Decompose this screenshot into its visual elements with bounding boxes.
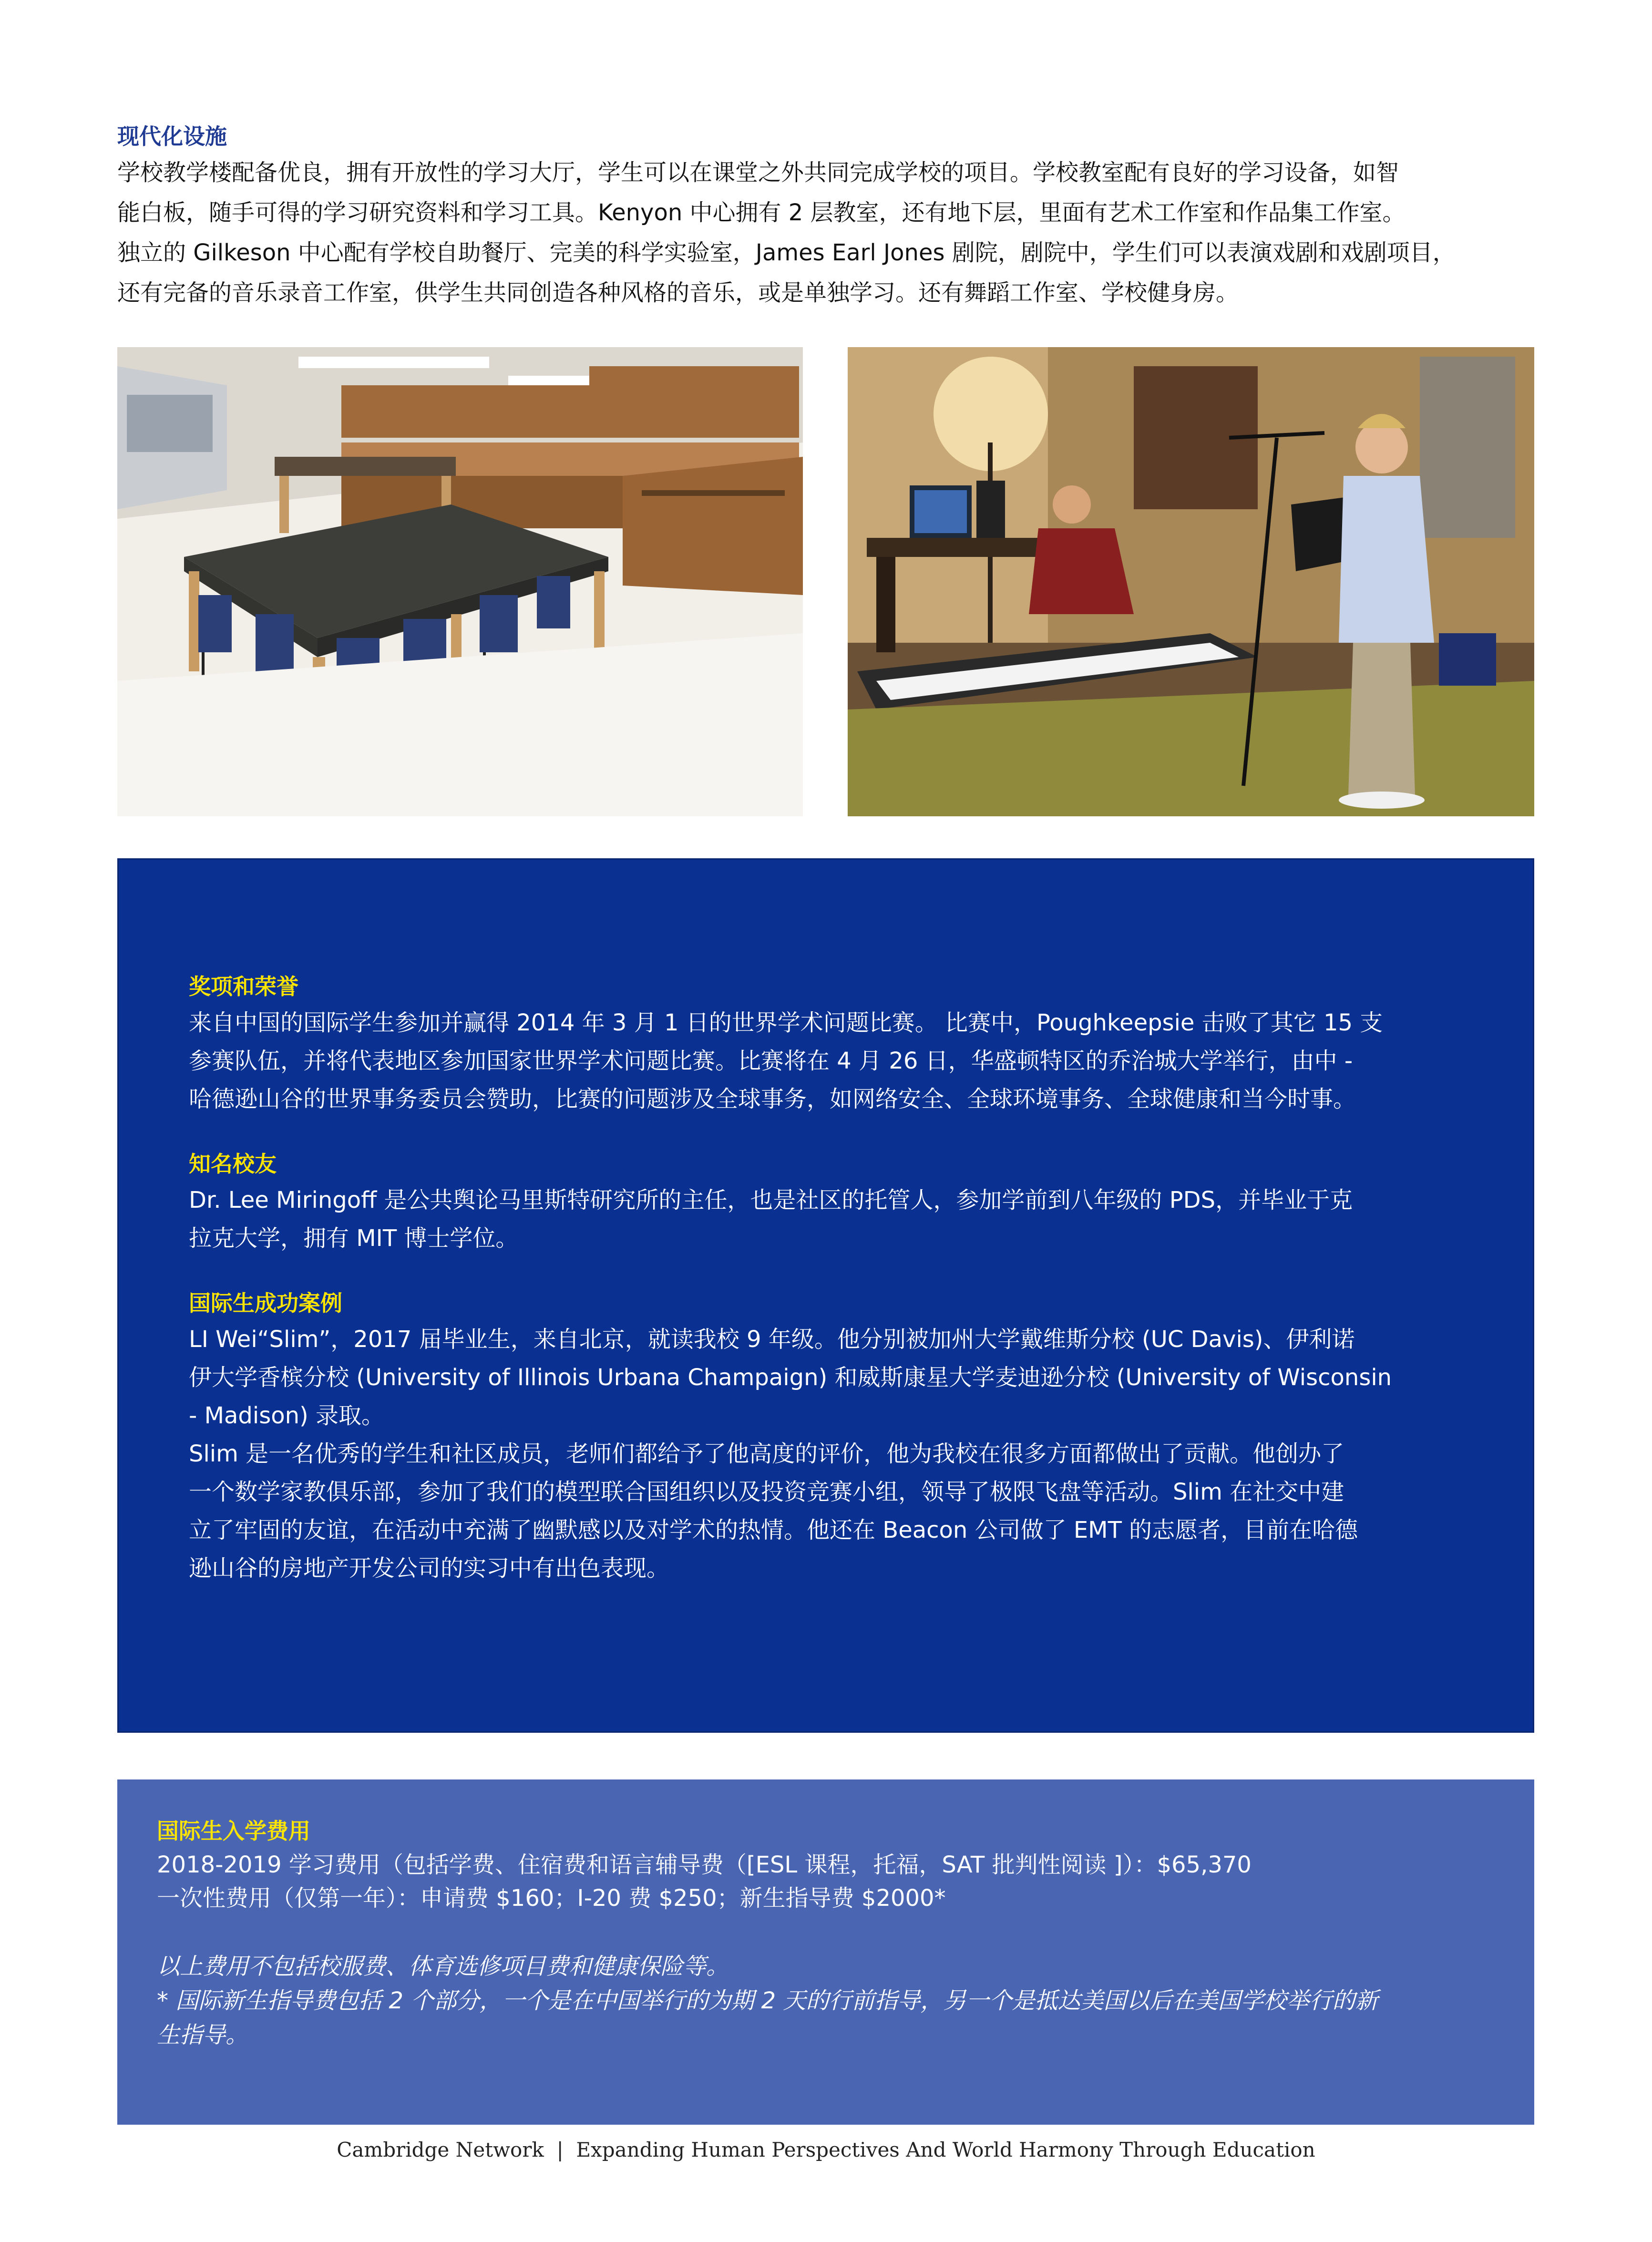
alumni-title: 知名校友 (189, 1151, 277, 1177)
success-line: 立了牢固的友谊，在活动中充满了幽默感以及对学术的热情。他还在 Beacon 公司做了 EMT 的志愿者，目前在哈德 (189, 1517, 1358, 1543)
awards-line: 来自中国的国际学生参加并赢得 2014 年 3 月 1 日的世界学术问题比赛。 比赛中，Poughkeepsie 击败了其它 15 支 (189, 1009, 1383, 1036)
facilities-line: 独立的 Gilkeson 中心配有学校自助餐厅、完美的科学实验室，James Earl Jones 剧院，剧院中，学生们可以表演戏剧和戏剧项目， (117, 239, 1456, 266)
info-box (117, 858, 1534, 1733)
fees-note-exclusions: 以上费用不包括校服费、体育选修项目费和健康保险等。 (157, 1953, 729, 1980)
alumni-text (189, 1181, 1476, 1257)
facilities-line: 能白板，随手可得的学习研究资料和学习工具。Kenyon 中心拥有 2 层教室，还有地下层，里面有艺术工作室和作品集工作室。 (117, 199, 1406, 226)
fees-note-orientation: 生指导。 (157, 2022, 249, 2048)
page-footer: Cambridge Network | Expanding Human Perspectives And World Harmony Through Education (337, 2138, 1315, 2161)
alumni-line: Dr. Lee Miringoff 是公共舆论马里斯特研究所的主任，也是社区的托管人，参加学前到八年级的 PDS，并毕业于克 (189, 1187, 1353, 1214)
music-studio-photo (848, 347, 1534, 816)
success-line: Slim 是一名优秀的学生和社区成员，老师们都给予了他高度的评价，他为我校在很多方面都做出了贡献。他创办了 (189, 1440, 1344, 1467)
success-line: 伊大学香槟分校 (University of Illinois Urbana Champaign) 和威斯康星大学麦迪逊分校 (University of Wisconsin (189, 1364, 1392, 1391)
science-lab-photo (117, 347, 803, 816)
fee-box (117, 1779, 1534, 2125)
awards-title: 奖项和荣誉 (189, 974, 298, 999)
success-title: 国际生成功案例 (189, 1290, 342, 1316)
fees-line-tuition: 2018-2019 学习费用（包括学费、住宿费和语言辅导费（[ESL 课程，托福，SAT 批判性阅读 ]）：$65,370 (157, 1851, 1252, 1878)
awards-line: 参赛队伍，并将代表地区参加国家世界学术问题比赛。比赛将在 4 月 26 日，华盛顿特区的乔治城大学举行，由中 - (189, 1048, 1353, 1074)
awards-line: 哈德逊山谷的世界事务委员会赞助，比赛的问题涉及全球事务，如网络安全、全球环境事务、全球健康和当今时事。 (189, 1086, 1356, 1112)
success-line: LI Wei“Slim”，2017 届毕业生，来自北京，就读我校 9 年级。他分别被加州大学戴维斯分校 (UC Davis)、伊利诺 (189, 1326, 1355, 1353)
success-text (189, 1320, 1476, 1587)
facilities-text (117, 153, 1538, 313)
fees-note-orientation: * 国际新生指导费包括 2 个部分，一个是在中国举行的为期 2 天的行前指导，另一个是抵达美国以后在美国学校举行的新 (157, 1987, 1378, 2014)
success-line: 一个数学家教俱乐部，参加了我们的模型联合国组织以及投资竞赛小组，领导了极限飞盘等活动。Slim 在社交中建 (189, 1479, 1344, 1505)
alumni-line: 拉克大学，拥有 MIT 博士学位。 (189, 1225, 519, 1252)
facilities-line: 学校教学楼配备优良，拥有开放性的学习大厅，学生可以在课堂之外共同完成学校的项目。学校教室配有良好的学习设备，如智 (117, 159, 1399, 186)
facilities-line: 还有完备的音乐录音工作室，供学生共同创造各种风格的音乐，或是单独学习。还有舞蹈工作室、学校健身房。 (117, 279, 1239, 306)
success-line: - Madison) 录取。 (189, 1402, 384, 1429)
success-line: 逊山谷的房地产开发公司的实习中有出色表现。 (189, 1555, 670, 1582)
fees-title: 国际生入学费用 (157, 1818, 310, 1844)
awards-text (189, 1004, 1476, 1118)
fees-line-one-time: 一次性费用（仅第一年）：申请费 $160；I-20 费 $250；新生指导费 $2000* (157, 1885, 946, 1912)
facilities-title: 现代化设施 (117, 123, 227, 149)
